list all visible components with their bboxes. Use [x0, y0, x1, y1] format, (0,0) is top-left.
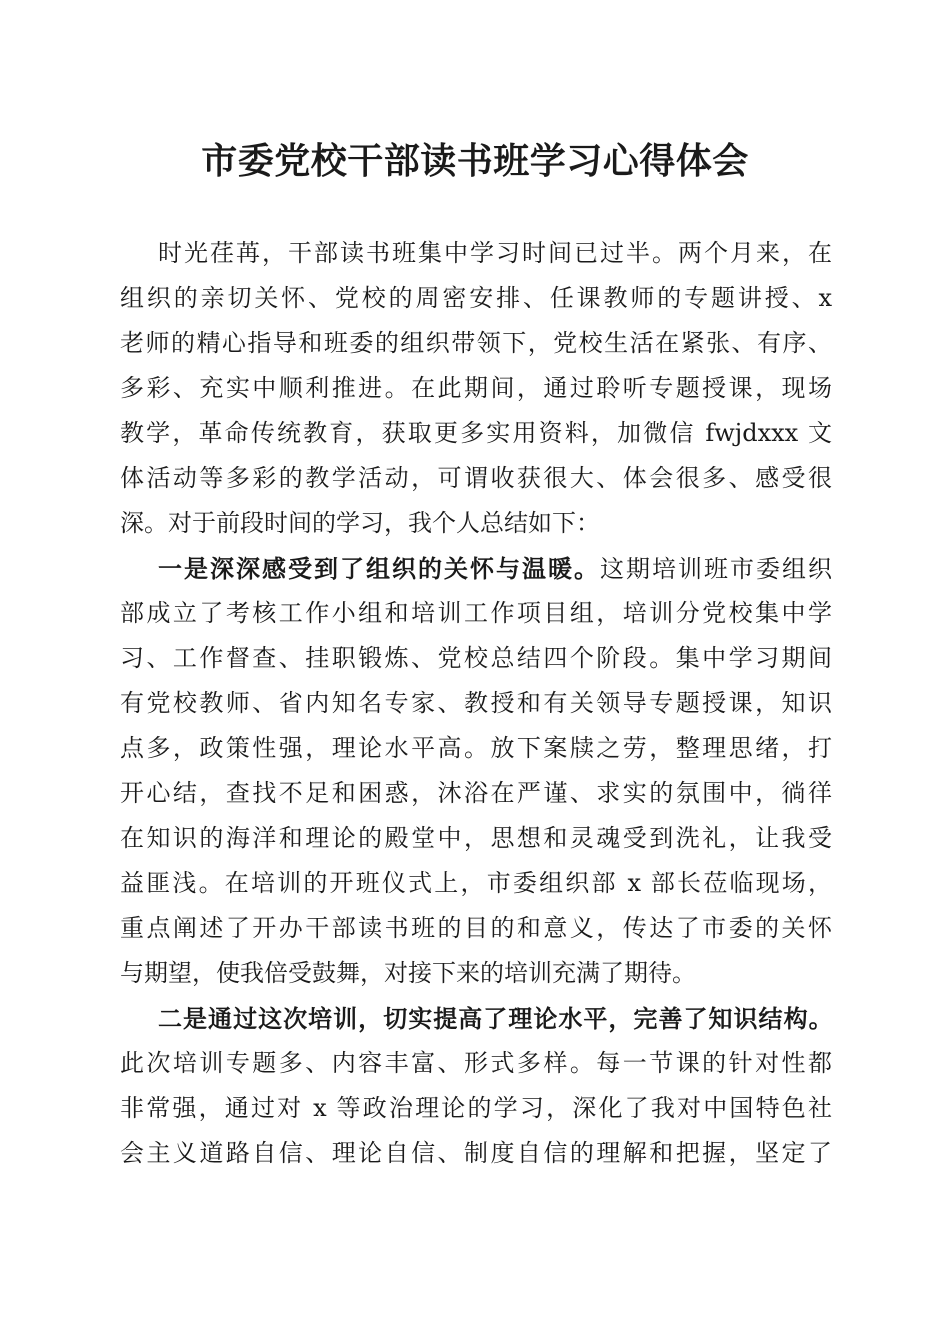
paragraph-2-line: 与期望，使我倍受鼓舞，对接下来的培训充满了期待。	[120, 959, 696, 987]
paragraph-3-line: 会主义道路自信、理论自信、制度自信的理解和把握，坚定了	[120, 1139, 832, 1167]
document-title: 市委党校干部读书班学习心得体会	[201, 140, 749, 182]
paragraph-2-line: 重点阐述了开办干部读书班的目的和意义，传达了市委的关怀	[120, 914, 832, 942]
paragraph-1-line: 时光荏苒，干部读书班集中学习时间已过半。两个月来，在	[158, 239, 832, 267]
paragraph-2-line: 点多，政策性强，理论水平高。放下案牍之劳，整理思绪，打	[120, 734, 832, 762]
paragraph-2-first-rest: 这期培训班市委组织	[600, 555, 832, 583]
paragraph-2-line: 有党校教师、省内知名专家、教授和有关领导专题授课，知识	[120, 689, 832, 717]
paragraph-2-line: 部成立了考核工作小组和培训工作项目组，培训分党校集中学	[120, 599, 832, 627]
paragraph-1-line: 多彩、充实中顺利推进。在此期间，通过聆听专题授课，现场	[120, 374, 832, 402]
paragraph-2-line: 开心结，查找不足和困惑，沐浴在严谨、求实的氛围中，徜徉	[120, 779, 832, 807]
paragraph-1-line: 老师的精心指导和班委的组织带领下，党校生活在紧张、有序、	[120, 329, 832, 357]
paragraph-1-line: 体活动等多彩的教学活动，可谓收获很大、体会很多、感受很	[120, 464, 832, 492]
document-body	[120, 231, 832, 1176]
paragraph-2-line: 在知识的海洋和理论的殿堂中，思想和灵魂受到洗礼，让我受	[120, 824, 832, 852]
paragraph-3-line: 此次培训专题多、内容丰富、形式多样。每一节课的针对性都	[120, 1049, 832, 1077]
paragraph-1-line: 教学，革命传统教育，获取更多实用资料，加微信 fwjdxxx 文	[120, 419, 832, 447]
paragraph-3-line: 非常强，通过对 x 等政治理论的学习，深化了我对中国特色社	[120, 1094, 832, 1122]
paragraph-3-lead: 二是通过这次培训，切实提高了理论水平，完善了知识结构。	[158, 1004, 832, 1033]
paragraph-2-line: 益匪浅。在培训的开班仪式上，市委组织部 x 部长莅临现场，	[120, 869, 832, 897]
paragraph-1-line: 组织的亲切关怀、党校的周密安排、任课教师的专题讲授、x	[120, 284, 832, 312]
paragraph-2-line: 习、工作督查、挂职锻炼、党校总结四个阶段。集中学习期间	[120, 644, 832, 672]
paragraph-2-first-line	[120, 546, 832, 591]
paragraph-2-lead: 一是深深感受到了组织的关怀与温暖。	[158, 554, 600, 583]
paragraph-1-line: 深。对于前段时间的学习，我个人总结如下：	[120, 509, 600, 537]
